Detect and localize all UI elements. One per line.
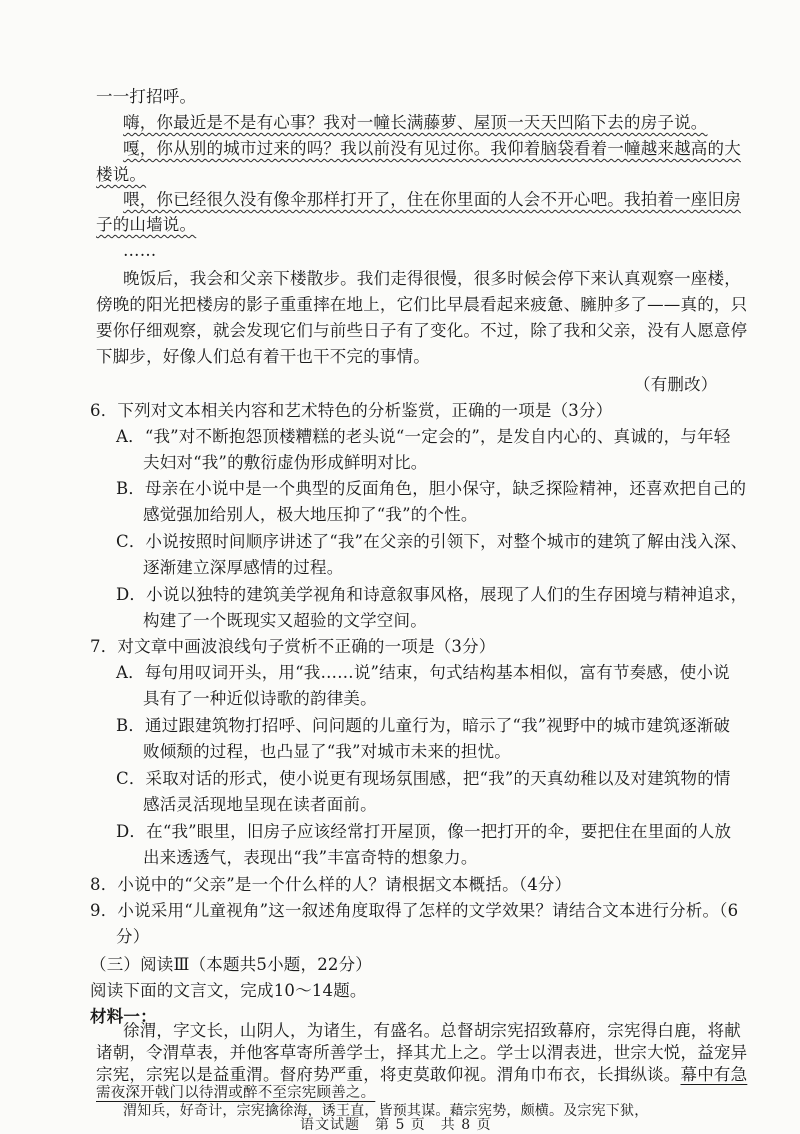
option-6d: D．小说以独特的建筑美学视角和诗意叙事风格，展现了人们的生存困境与精神追求， xyxy=(116,585,748,604)
option-7d-cont: 出来透透气，表现出“我”丰富奇特的想象力。 xyxy=(143,848,478,867)
option-6c-cont: 逐渐建立深厚感情的过程。 xyxy=(143,558,344,577)
question-9-cont: 分） xyxy=(116,927,150,946)
wavy-sentence: 子的山墙说。 xyxy=(96,215,197,234)
option-7a-cont: 具有了一种近似诗歌的韵律美。 xyxy=(143,689,377,708)
underlined-sentence-cont: 需夜深开戟门以待渭或醉不至宗宪顾善之。 xyxy=(96,1085,376,1101)
material-label: 材料一： xyxy=(90,1007,157,1026)
wavy-sentence: 喂，你已经很久没有像伞那样打开了，住在你里面的人会不开心吧。我拍着一座旧房 xyxy=(123,190,741,209)
section-instruction: 阅读下面的文言文，完成10～14题。 xyxy=(90,981,367,1000)
question-9: 9．小说采用“儿童视角”这一叙述角度取得了怎样的文学效果？请结合文本进行分析。（6 xyxy=(90,901,739,920)
ellipsis: …… xyxy=(123,241,157,260)
option-7b-cont: 败倾颓的过程，也凸显了“我”对城市未来的担忧。 xyxy=(143,742,511,761)
classical-text-line xyxy=(96,1064,747,1086)
section-heading: （三）阅读Ⅲ（本题共5小题，22分） xyxy=(90,955,373,974)
option-7b: B．通过跟建筑物打招呼、问问题的儿童行为，暗示了“我”视野中的城市建筑逐渐破 xyxy=(116,716,731,735)
wavy-sentence: 楼说。 xyxy=(96,165,147,184)
option-6a-cont: 夫妇对“我”的敷衍虚伪形成鲜明对比。 xyxy=(143,453,428,472)
option-7c-cont: 感活灵活现地呈现在读者面前。 xyxy=(143,795,377,814)
classical-text-segment: 宗宪，宗宪以是益重渭。督府势严重，将吏莫敢仰视。渭角巾布衣，长揖纵谈。 xyxy=(96,1065,681,1084)
option-6a: A．“我”对不断抱怨顶楼糟糕的老头说“一定会的”，是发自内心的、真诚的，与年轻 xyxy=(116,427,731,446)
classical-text-line: 徐渭，字文长，山阴人，为诸生，有盛名。总督胡宗宪招致幕府，宗宪得白鹿，将献 xyxy=(123,1021,741,1040)
option-6b-cont: 感觉强加给别人，极大地压抑了“我”的个性。 xyxy=(143,505,478,524)
passage-line: 要你仔细观察，就会发现它们与前些日子有了变化。不过，除了我和父亲，没有人愿意停 xyxy=(96,321,748,340)
underlined-sentence: 幕中有急 xyxy=(680,1065,748,1084)
question-8: 8．小说中的“父亲”是一个什么样的人？请根据文本概括。（4分） xyxy=(90,875,572,894)
option-7a: A．每句用叹词开头，用“我……说”结束，句式结构基本相似，富有节奏感，使小说 xyxy=(116,663,730,682)
classical-text-line: 渭知兵，好奇计，宗宪擒徐海，诱王直，皆预其谋。藉宗宪势，颇横。及宗宪下狱， xyxy=(123,1103,649,1119)
option-7d: D．在“我”眼里，旧房子应该经常打开屋顶，像一把打开的伞，要把住在里面的人放 xyxy=(116,822,732,841)
question-7: 7．对文章中画波浪线句子赏析不正确的一项是（3分） xyxy=(90,637,496,656)
passage-line: 下脚步，好像人们总有着干也干不完的事情。 xyxy=(96,347,430,366)
passage-line: 晚饭后，我会和父亲下楼散步。我们走得很慢，很多时候会停下来认真观察一座楼， xyxy=(123,269,741,288)
page-footer: 语文试题 第 5 页 共 8 页 xyxy=(300,1117,492,1133)
wavy-sentence: 嘎，你从别的城市过来的吗？我以前没有见过你。我仰着脑袋看着一幢越来越高的大 xyxy=(123,139,741,158)
passage-line: 一一打招呼。 xyxy=(96,87,197,106)
option-6d-cont: 构建了一个既现实又超验的文学空间。 xyxy=(143,611,427,630)
option-6c: C．小说按照时间顺序讲述了“我”在父亲的引领下，对整个城市的建筑了解由浅入深、 xyxy=(116,532,748,551)
source-note: （有删改） xyxy=(634,375,718,394)
passage-line: 傍晚的阳光把楼房的影子重重摔在地上，它们比早晨看起来疲惫、臃肿多了——真的，只 xyxy=(96,295,748,314)
option-6b: B．母亲在小说中是一个典型的反面角色，胆小保守，缺乏探险精神，还喜欢把自己的 xyxy=(116,479,747,498)
wavy-sentence: 嗨，你最近是不是有心事？我对一幢长满藤萝、屋顶一天天凹陷下去的房子说。 xyxy=(123,113,708,132)
question-6: 6．下列对文本相关内容和艺术特色的分析鉴赏，正确的一项是（3分） xyxy=(90,401,613,420)
option-7c: C．采取对话的形式，使小说更有现场氛围感，把“我”的天真幼稚以及对建筑物的情 xyxy=(116,769,731,788)
classical-text-line: 诸朝，令渭草表，并他客草寄所善学士，择其尤上之。学士以渭表进，世宗大悦，益宠异 xyxy=(96,1043,748,1062)
